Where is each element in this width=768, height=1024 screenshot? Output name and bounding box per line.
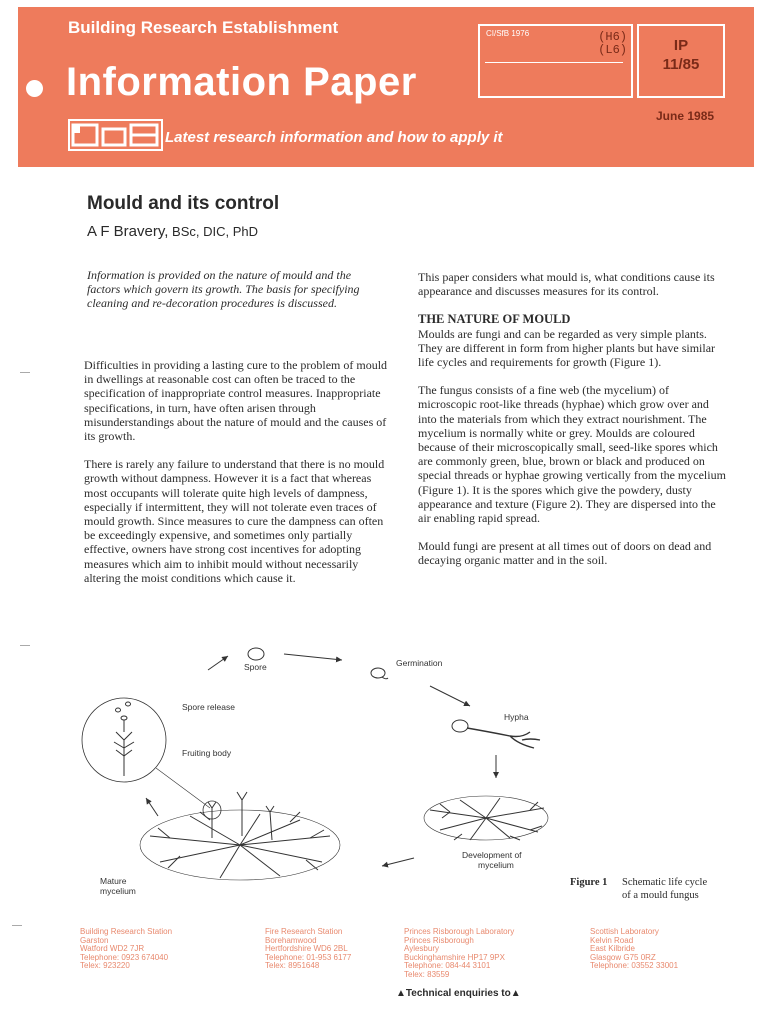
germinating-spore xyxy=(371,668,385,678)
publication-title: Information Paper xyxy=(66,60,417,104)
address-line: Scottish Laboratory xyxy=(590,927,659,936)
cisfb-box xyxy=(478,24,633,98)
label-germination: Germination xyxy=(396,658,443,668)
address-line: Telex: 83559 xyxy=(404,969,450,979)
address-line: Aylesbury xyxy=(404,944,439,954)
cycle-arrow xyxy=(382,858,414,866)
bre-logo xyxy=(68,118,163,152)
cycle-arrow xyxy=(208,656,228,670)
label-development-1: Development of xyxy=(462,850,522,860)
abstract xyxy=(87,268,387,311)
tagline: Latest research information and how to apply it xyxy=(165,129,503,146)
label-spore-release: Spore release xyxy=(182,702,235,712)
cisfb-code-1: (H6) xyxy=(598,30,627,44)
address-line: Garston xyxy=(80,935,109,945)
author-name: A F Bravery, xyxy=(87,223,169,240)
cisfb-code-2: (L6) xyxy=(598,43,627,57)
cycle-arrow xyxy=(430,686,470,706)
footer-address-scottish xyxy=(590,928,678,971)
paragraph: Difficulties in providing a lasting cure to the problem of mould in dwellings at reasonable cost can often be traced to the specification of inappropriate control measures. Inappropriate specifications, in turn, have often arisen through misunderstandings about the nature of mould and the causes of its growth. xyxy=(84,358,388,444)
mature-mycelium xyxy=(140,792,340,880)
right-column xyxy=(418,270,728,568)
address-line: Kelvin Road xyxy=(590,935,634,945)
paragraph: Mould fungi are present at all times out of doors on dead and decaying organic matter and in the soil. xyxy=(418,539,712,568)
cycle-arrow xyxy=(146,798,158,816)
address-line: Telephone: 01-953 6177 xyxy=(265,952,352,962)
paragraph: There is rarely any failure to understand that there is no mould growth without dampness. However it is a fact that whereas most occupants will tolerate quite high levels of dampness, especially if intermittent, they will not tolerate even traces of mould growth. Since measures to cure the dampness can often be exceedingly expensive, and sometimes only partially effective, owners have strong cost incentives for adopting measures which aim to inhibit mould without necessarily altering the moist conditions which cause it. xyxy=(84,457,385,585)
label-mature-1: Mature xyxy=(100,876,127,886)
footer-address-bre xyxy=(80,928,172,971)
margin-mark xyxy=(20,645,30,646)
technical-enquiries: ▲Technical enquiries to▲ xyxy=(396,988,521,999)
address-line: Telephone: 03552 33001 xyxy=(590,961,679,971)
address-line: Hertfordshire WD6 2BL xyxy=(265,944,348,954)
label-fruiting-body: Fruiting body xyxy=(182,748,232,758)
cisfb-rule xyxy=(485,62,623,63)
author xyxy=(87,223,258,240)
address-line: Princes Risborough Laboratory xyxy=(404,927,515,936)
ip-label: IP xyxy=(673,37,689,54)
cisfb-codes xyxy=(598,31,627,57)
caption-line-2: of a mould fungus xyxy=(622,890,699,901)
figure-caption xyxy=(570,876,707,902)
label-hypha: Hypha xyxy=(504,712,529,722)
lifecycle-diagram xyxy=(60,640,750,910)
address-line: East Kilbride xyxy=(590,944,635,954)
author-qualifications: BSc, DIC, PhD xyxy=(168,224,258,239)
footer-address-princes xyxy=(404,928,514,980)
address-line: Telephone: 084-44 3101 xyxy=(404,961,491,971)
margin-mark xyxy=(20,372,30,373)
cycle-arrow xyxy=(284,654,342,660)
address-line: Buckinghamshire HP17 9PX xyxy=(404,952,505,962)
ip-issue: 11/85 xyxy=(662,56,700,73)
punch-hole xyxy=(26,80,43,97)
label-spore: Spore xyxy=(244,662,267,672)
paragraph: The fungus consists of a fine web (the mycelium) of microscopic root-like threads (hyphae) which grow over and into the materials from which they extract nourishment. The mycelium is normally white or grey. Moulds are coloured because of their microscopically small, seed-like spores which are commonly green, blue, brown or black and produced on special threads or hyphae growing vertically from the mycelium (Figure 1). It is the spores which give the powdery, dusty appearance and texture (Figure 2). They are dispersed into the air enabling rapid spread. xyxy=(418,383,726,526)
address-line: Princes Risborough xyxy=(404,935,474,945)
hypha-spore xyxy=(452,720,468,732)
address-line: Telex: 923220 xyxy=(80,961,130,971)
address-line: Building Research Station xyxy=(80,927,173,936)
ip-number-box xyxy=(637,24,725,98)
publication-date: June 1985 xyxy=(656,109,715,123)
cisfb-label: CI/SfB 1976 xyxy=(486,29,530,38)
developing-mycelium xyxy=(424,796,548,840)
address-line: Borehamwood xyxy=(265,935,317,945)
paragraph: This paper considers what mould is, what conditions cause its appearance and discusses measures for its control. xyxy=(418,270,715,299)
caption-line-1: Schematic life cycle xyxy=(622,877,708,888)
paragraph: Moulds are fungi and can be regarded as very simple plants. They are different in form from higher plants but have similar life cycles and requirements for growth (Figure 1). xyxy=(418,326,716,370)
address-line: Fire Research Station xyxy=(265,927,343,936)
article-title: Mould and its control xyxy=(87,193,280,214)
label-development-2: mycelium xyxy=(478,860,514,870)
address-line: Telex: 8951648 xyxy=(265,961,320,971)
fruiting-body xyxy=(114,702,134,776)
spore-shape xyxy=(248,648,264,660)
margin-mark xyxy=(12,925,22,926)
organisation-name: Building Research Establishment xyxy=(68,18,339,37)
left-column xyxy=(84,358,392,585)
abstract-text: Information is provided on the nature of mould and the factors which govern its growth. The basis for specifying cleaning and re-decoration procedures is discussed. xyxy=(87,268,360,311)
footer-address-fire xyxy=(265,928,351,971)
figure-number: Figure 1 xyxy=(570,877,608,888)
address-line: Telephone: 0923 674040 xyxy=(80,952,169,962)
address-line: Glasgow G75 0RZ xyxy=(590,952,656,962)
label-mature-2: mycelium xyxy=(100,886,136,896)
address-line: Watford WD2 7JR xyxy=(80,944,145,954)
section-heading: THE NATURE OF MOULD xyxy=(418,312,571,327)
hypha-threads xyxy=(467,728,540,748)
ip-number xyxy=(639,36,723,74)
